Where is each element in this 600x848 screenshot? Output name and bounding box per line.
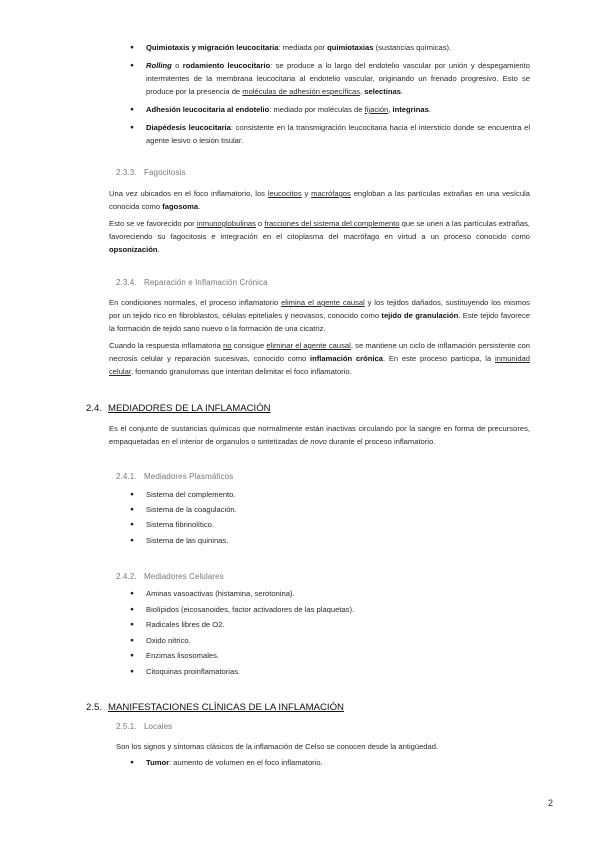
list-item: ● Sistema de las quininas.: [146, 534, 526, 547]
list-item: ● Radicales libres de O2.: [146, 618, 526, 631]
page-number: 2: [548, 798, 554, 808]
link-fracciones-complemento: fracciones del sistema del complemento: [264, 219, 400, 228]
list-item: ● Aminas vasoactivas (histamina, serotonina).: [146, 587, 526, 600]
link-leucocitos: leucocitos: [267, 189, 302, 198]
paragraph-mediadores: Es el conjunto de sustancias químicas que normalmente están inactivas circulando por la sangre en forma de precursores, empaquetadas en el interior de organulos o sintetizadas de novo durante el proceso inflamatorio.: [109, 424, 530, 446]
heading-2-4-2: 2.4.2. Mediadores Celulares: [116, 572, 224, 581]
list-item: ● Oxido nítrico.: [146, 634, 526, 647]
link-fijacion: fijación: [364, 105, 389, 114]
bullet-quimiotaxis: ● Quimiotaxis y migración leucocitaria: mediada por quimiotaxias (sustancias químicas).: [146, 41, 530, 54]
link-no: no: [223, 341, 232, 350]
link-macrofagos: macrófagos: [311, 189, 351, 198]
heading-2-4: 2.4. MEDIADORES DE LA INFLAMACIÓN: [86, 403, 271, 414]
paragraph-locales: Son los signos y síntomas clásicos de la inflamación de Celso se conocen desde la antigüedad.: [116, 742, 439, 751]
list-item: ● Biolípidos (eicosanoides, factor activadores de las plaquetas).: [146, 603, 526, 616]
link-inmunoglobulinas: inmunoglobulinas: [196, 219, 256, 228]
bullet-rolling: ● Rolling o rodamiento leucocitario: se produce a lo largo del endotelio vascular por unión y despegamiento intermitentes de la membrana leucocitaria al endotelio vascular, originando un frenado progresivo. Esto se produce por la presencia de moléculas de adhesión específicas, selectinas.: [146, 59, 530, 98]
link-elimina-agente: elimina el agente causal: [281, 298, 365, 307]
paragraph-fagocitosis-2: Esto se ve favorecido por inmunoglobulinas o fracciones del sistema del complemento que se unen a las partículas extrañas, favoreciendo su fagocitosis e integración en el citoplasma del macrófago en virtud a un proceso conocido como opsonización.: [109, 219, 530, 254]
bullet-tumor: ● Tumor: aumento de volumen en el foco inflamatorio.: [146, 756, 526, 769]
list-item: ● Sistema del complemento.: [146, 488, 526, 501]
heading-2-3-3: 2.3.3. Fagocitosis: [116, 168, 186, 177]
list-item: ● Enzimas lisosomales.: [146, 649, 526, 662]
heading-2-5-1: 2.5.1. Locales: [116, 722, 173, 731]
list-item: ● Sistema fibrinolítico.: [146, 518, 526, 531]
list-item: ● Sistema de la coagulación.: [146, 503, 526, 516]
heading-2-3-4: 2.3.4. Reparación e Inflamación Crónica: [116, 278, 268, 287]
heading-2-4-1: 2.4.1. Mediadores Plasmáticos: [116, 472, 234, 481]
paragraph-fagocitosis-1: Una vez ubicados en el foco inflamatorio, los leucocitos y macrófagos engloban a las partículas extrañas en una vesícula conocida como fagosoma.: [109, 189, 530, 211]
heading-2-5: 2.5. MANIFESTACIONES CLÍNICAS DE LA INFLAMACIÓN: [86, 702, 344, 713]
bullet-adhesion: ● Adhesión leucocitaria al endotelio: mediado por moléculas de fijación, integrinas.: [146, 103, 530, 116]
list-item: ● Citoquinas proinflamatorias.: [146, 665, 526, 678]
link-adhesion: moléculas de adhesión específicas: [242, 87, 361, 96]
paragraph-reparacion-2: Cuando la respuesta inflamatoria no consigue eliminar el agente causal, se mantiene un ciclo de inflamación persistente con necrosis celular y reparación sucesivas, conocido como inflamación crónica. En este proceso participa, la inmunidad celular, formando granulomas que intentan delimitar el foco inflamatorio.: [109, 341, 531, 376]
paragraph-reparacion-1: En condiciones normales, el proceso inflamatorio elimina el agente causal y los tejidos dañados, sustituyendo los mismos por un tejido rico en fibroblastos, células epiteliales y neovasos, conocido como tejido de granulación. Este tejido favorece la formación de tejido sano nuevo o la formación de una cicatriz.: [109, 298, 531, 333]
link-eliminar-agente: eliminar el agente causal: [266, 341, 351, 350]
bullet-diapedesis: ● Diapédesis leucocitaria: consistente en la transmigración leucocitaria hacia el intersticio donde se encuentra el agente lesivo o lesión tisular.: [146, 121, 530, 147]
link-inmunidad-celular: inmunidad celular: [109, 354, 531, 376]
